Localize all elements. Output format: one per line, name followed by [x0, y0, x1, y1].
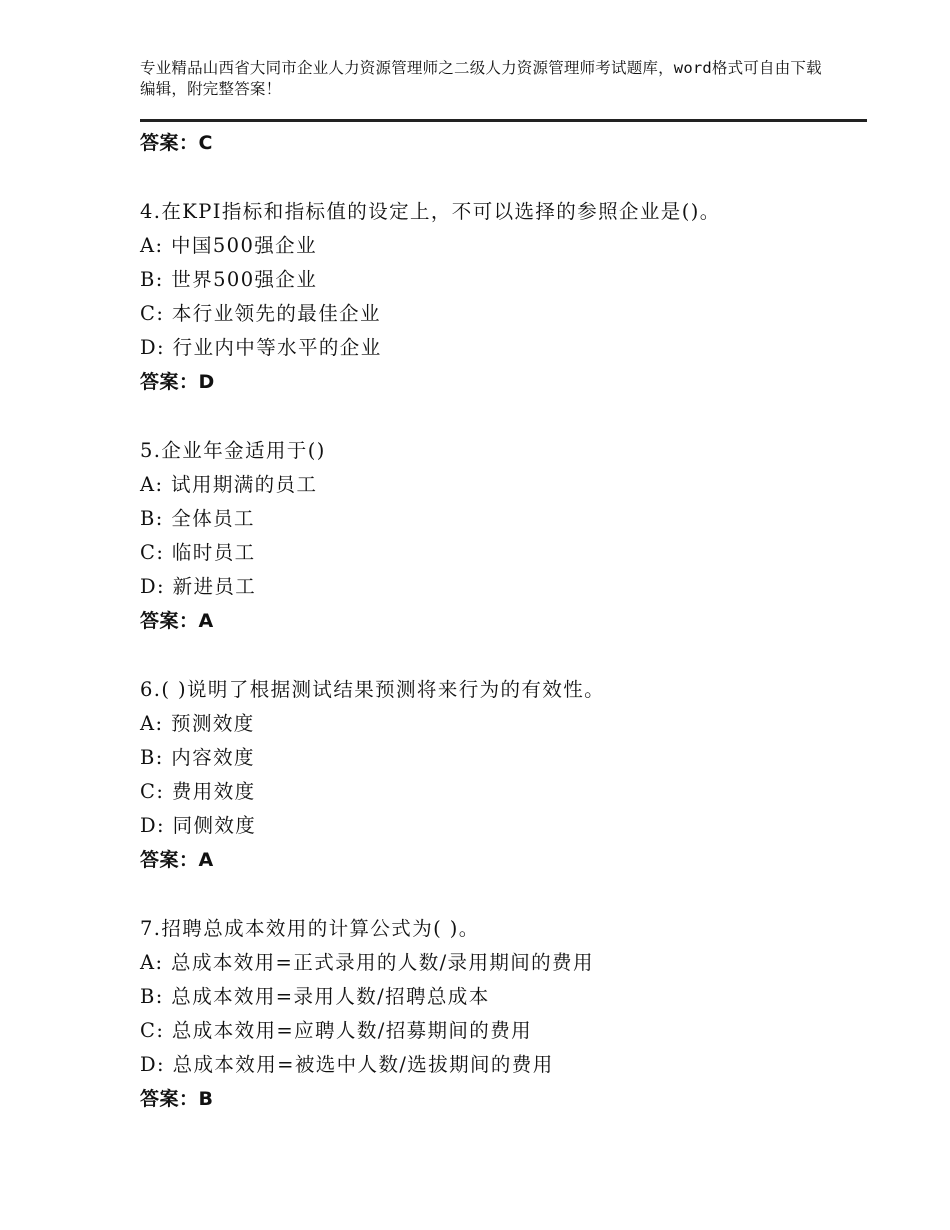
question-6-option-a: A: 预测效度 — [140, 712, 255, 735]
question-6-option-c: C: 费用效度 — [140, 780, 256, 803]
question-5-answer: 答案：A — [140, 610, 214, 632]
question-7-answer: 答案：B — [140, 1088, 214, 1110]
question-4-option-d: D: 行业内中等水平的企业 — [140, 336, 382, 359]
question-6-stem: 6.( )说明了根据测试结果预测将来行为的有效性。 — [140, 678, 606, 701]
question-7-option-b: B: 总成本效用=录用人数/招聘总成本 — [140, 985, 490, 1008]
question-4-answer: 答案：D — [140, 371, 215, 393]
question-5-option-c: C: 临时员工 — [140, 541, 256, 564]
question-4-stem: 4.在KPI指标和指标值的设定上，不可以选择的参照企业是()。 — [140, 200, 721, 223]
question-4-option-c: C: 本行业领先的最佳企业 — [140, 302, 381, 325]
question-7-stem: 7.招聘总成本效用的计算公式为( )。 — [140, 917, 480, 940]
prev-answer: 答案：C — [140, 132, 213, 154]
question-7-option-c: C: 总成本效用=应聘人数/招募期间的费用 — [140, 1019, 532, 1042]
question-6-option-b: B: 内容效度 — [140, 746, 255, 769]
question-7-option-a: A: 总成本效用=正式录用的人数/录用期间的费用 — [140, 951, 594, 974]
page-header: 专业精品山西省大同市企业人力资源管理师之二级人力资源管理师考试题库，word格式可自由下载编辑，附完整答案！ — [140, 59, 822, 98]
question-4-option-a: A: 中国500强企业 — [140, 234, 317, 257]
question-4-option-b: B: 世界500强企业 — [140, 268, 318, 291]
question-6-option-d: D: 同侧效度 — [140, 814, 257, 837]
question-5-option-d: D: 新进员工 — [140, 575, 257, 598]
question-7-option-d: D: 总成本效用=被选中人数/选拔期间的费用 — [140, 1053, 554, 1076]
question-5-stem: 5.企业年金适用于() — [140, 439, 326, 462]
question-5-option-b: B: 全体员工 — [140, 507, 255, 530]
header-divider — [140, 119, 867, 122]
question-6-answer: 答案：A — [140, 849, 214, 871]
question-5-option-a: A: 试用期满的员工 — [140, 473, 318, 496]
